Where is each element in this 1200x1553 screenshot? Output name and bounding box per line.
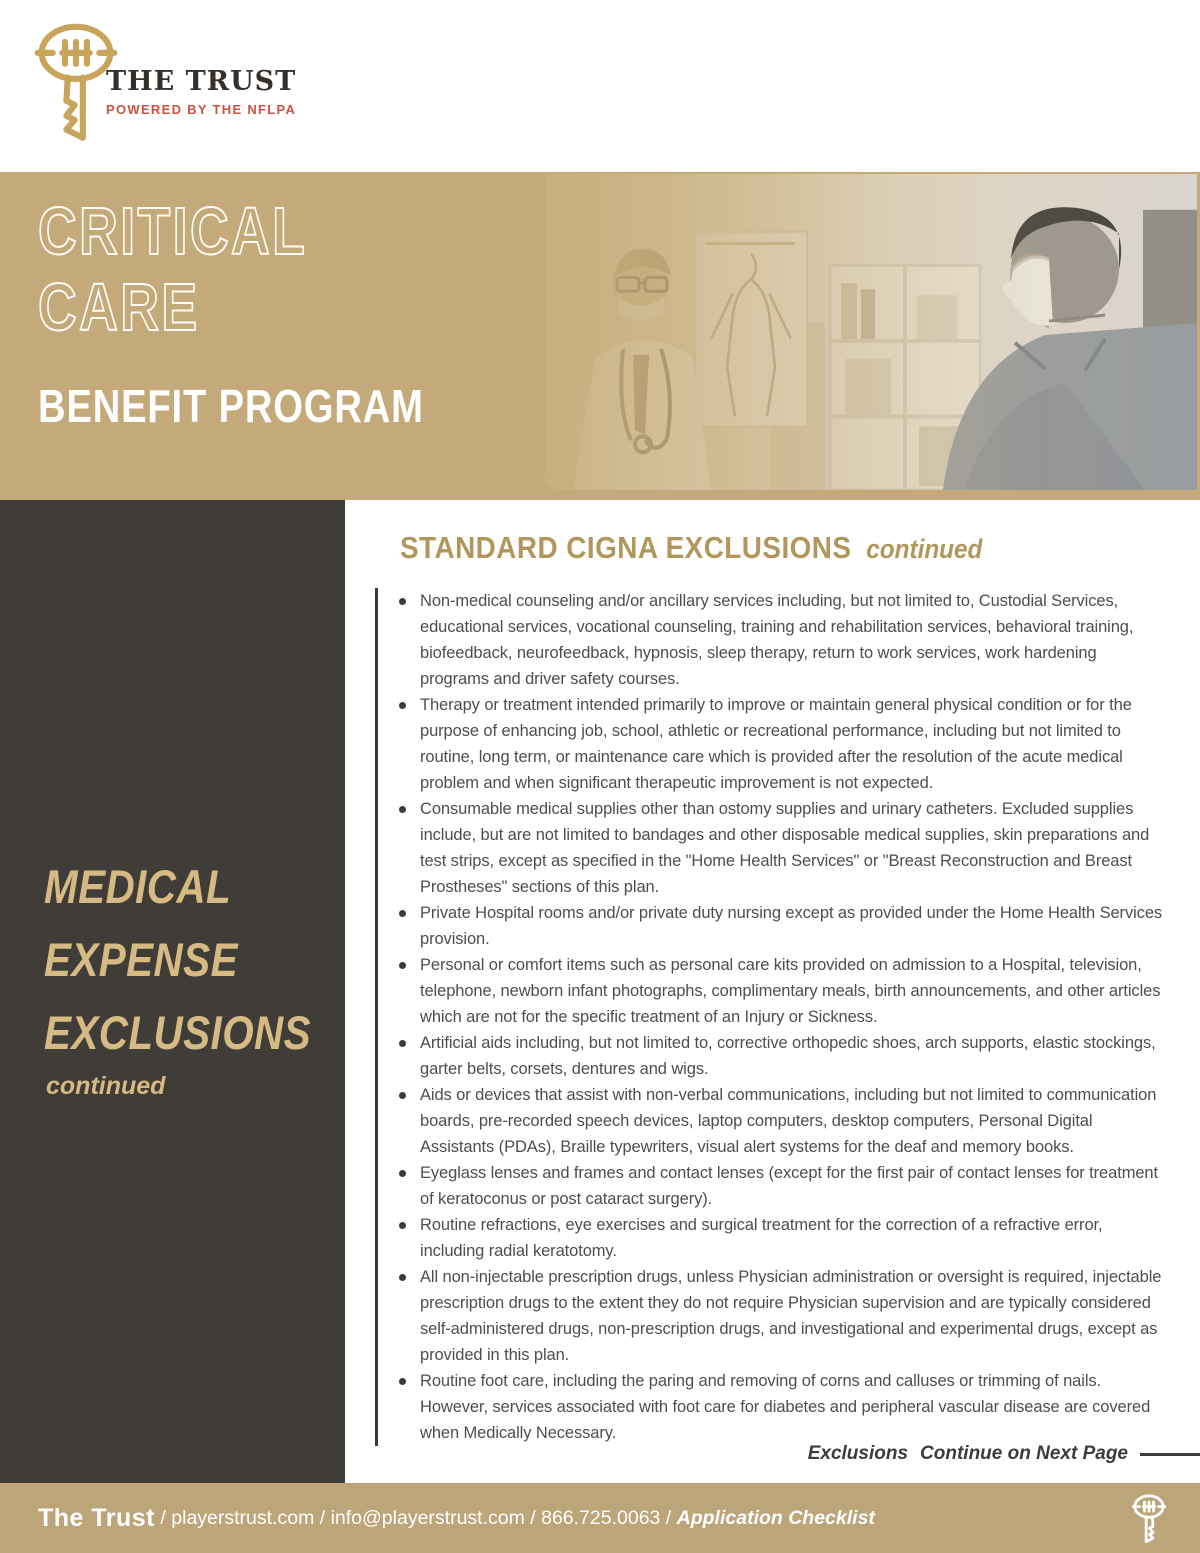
exclusion-item: Consumable medical supplies other than ostomy supplies and urinary catheters. Excluded supplies include, but are not limited to bandages and other disposable medical supplies, skin preparations and test strips, except as specified in the "Home Health Services" or "Breast Reconstruction and Breast Prostheses" sections of this plan. xyxy=(395,796,1167,900)
continue-note-rest: Continue on Next Page xyxy=(920,1443,1128,1464)
page-header xyxy=(0,0,1200,172)
sidebar-continued-label: continued xyxy=(46,1072,166,1100)
hero-banner xyxy=(0,172,1200,500)
footer-contact-line xyxy=(38,1483,875,1553)
sidebar-title-line1: MEDICAL xyxy=(44,860,232,913)
footer-links-text: / playerstrust.com / info@playerstrust.com / 866.725.0063 / xyxy=(155,1506,677,1529)
exclusion-item: Private Hospital rooms and/or private duty nursing except as provided under the Home Health Services provision. xyxy=(395,900,1167,952)
section-heading-continued: continued xyxy=(866,534,983,564)
exclusion-item: Routine foot care, including the paring and removing of corns and calluses or trimming of nails. However, services associated with foot care for diabetes and peripheral vascular disease are covered when Medically Necessary. xyxy=(395,1368,1167,1446)
continue-note-lead: Exclusions xyxy=(807,1443,909,1464)
footer-checklist-label: Application Checklist xyxy=(676,1506,875,1529)
sidebar-title-line3: EXCLUSIONS xyxy=(44,1006,312,1059)
exclusion-item: Eyeglass lenses and frames and contact lenses (except for the first pair of contact lenses for treatment of keratoconus or post cataract surgery). xyxy=(395,1160,1167,1212)
exclusion-item: Routine refractions, eye exercises and surgical treatment for the correction of a refractive error, including radial keratotomy. xyxy=(395,1212,1167,1264)
exclusion-item: Aids or devices that assist with non-verbal communications, including but not limited to communication boards, pre-recorded speech devices, laptop computers, desktop computers, Personal Digital Assistants (PDAs), Braille typewriters, visual alert systems for the deaf and memory books. xyxy=(395,1082,1167,1160)
section-sidebar xyxy=(0,500,345,1483)
page-footer xyxy=(0,1483,1200,1553)
exclusion-item: All non-injectable prescription drugs, unless Physician administration or oversight is required, injectable prescription drugs to the extent they do not require Physician supervision and are typically considered self-administered drugs, non-prescription drugs, and investigational and experimental drugs, except as provided in this plan. xyxy=(395,1264,1167,1368)
banner-title-block xyxy=(38,194,503,432)
logo-tagline: POWERED BY THE NFLPA xyxy=(106,102,297,117)
exclusion-item: Artificial aids including, but not limited to, corrective orthopedic shoes, arch supports, elastic stockings, garter belts, corsets, dentures and wigs. xyxy=(395,1030,1167,1082)
exclusion-item: Non-medical counseling and/or ancillary services including, but not limited to, Custodial Services, educational services, vocational counseling, training and rehabilitation services, behavioral training, biofeedback, neurofeedback, hypnosis, sleep therapy, return to work services, work hardening programs and driver safety courses. xyxy=(395,588,1167,692)
banner-title-line1: CRITICAL xyxy=(38,194,308,269)
section-heading xyxy=(400,530,982,566)
banner-subtitle: BENEFIT PROGRAM xyxy=(38,380,424,432)
footer-brand: The Trust xyxy=(38,1503,156,1532)
sidebar-title-line2: EXPENSE xyxy=(44,933,238,986)
logo-brand-text: THE TRUST xyxy=(106,66,297,97)
exclusion-item: Personal or comfort items such as personal care kits provided on admission to a Hospital, television, telephone, newborn infant photographs, complimentary meals, birth announcements, and other articles which are not for the specific treatment of an Injury or Sickness. xyxy=(395,952,1167,1030)
photo-illustration xyxy=(545,174,1197,490)
sidebar-title xyxy=(44,850,311,1069)
banner-title-line2: CARE xyxy=(38,270,200,345)
section-heading-text: STANDARD CIGNA EXCLUSIONS xyxy=(400,530,852,565)
continue-note-rule xyxy=(1140,1453,1200,1456)
continue-note xyxy=(375,1443,1200,1465)
exclusions-list xyxy=(375,588,1167,1446)
logo-lockup xyxy=(106,66,296,117)
exclusion-item: Therapy or treatment intended primarily to improve or maintain general physical condition or for the purpose of enhancing job, school, athletic or recreational performance, including but not limited to routine, long term, or maintenance care which is provided after the resolution of the acute medical problem and when significant therapeutic improvement is not expected. xyxy=(395,692,1167,796)
doctor-patient-photo xyxy=(545,174,1197,490)
key-icon xyxy=(1132,1493,1166,1545)
